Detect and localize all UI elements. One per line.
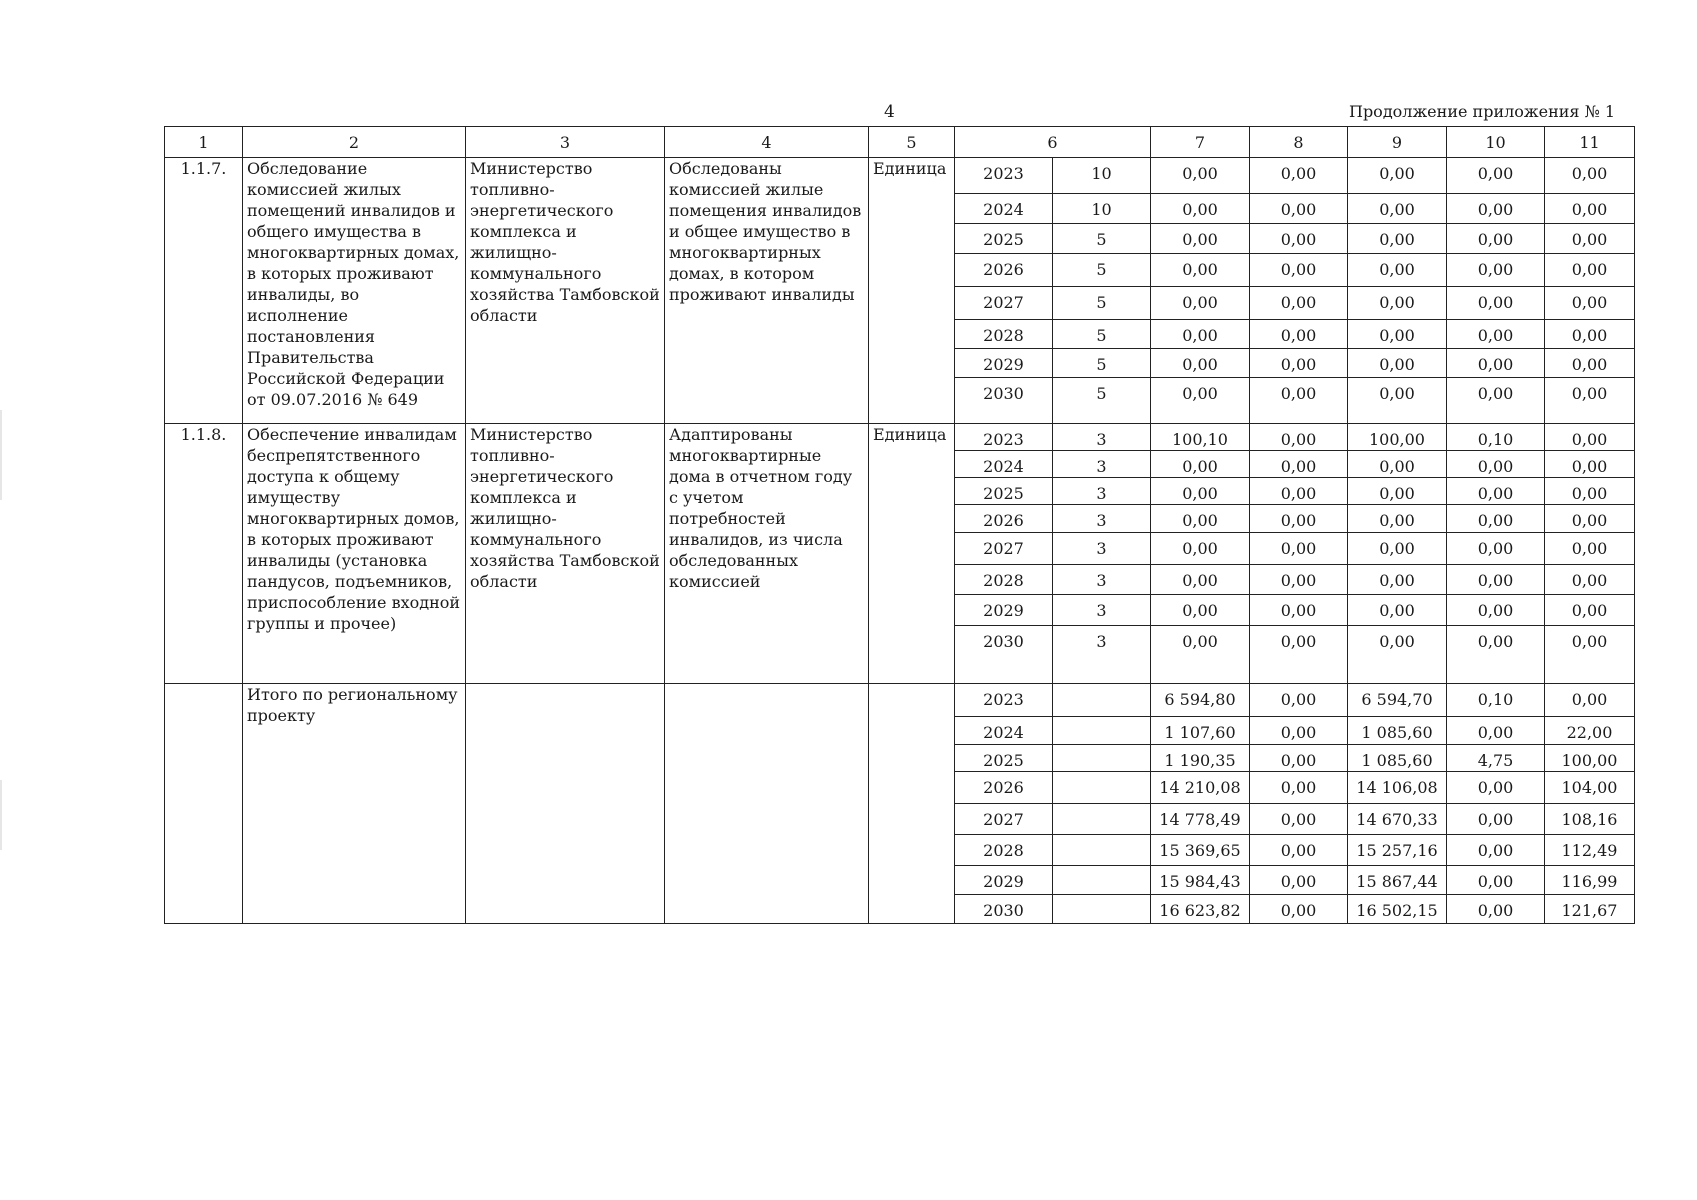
count-cell: 3 — [1053, 595, 1151, 626]
value-cell-col11: 0,00 — [1545, 478, 1635, 505]
year-cell: 2028 — [955, 835, 1053, 866]
value-cell-col8: 0,00 — [1250, 772, 1348, 804]
year-cell: 2023 — [955, 158, 1053, 194]
column-header: 6 — [955, 127, 1151, 158]
section-responsible — [466, 684, 665, 924]
value-cell-col10: 0,00 — [1447, 451, 1545, 478]
value-cell-col8: 0,00 — [1250, 533, 1348, 565]
value-cell-col7: 100,10 — [1151, 424, 1250, 451]
value-cell-col9: 6 594,70 — [1348, 684, 1447, 717]
value-cell-col8: 0,00 — [1250, 224, 1348, 254]
column-header: 7 — [1151, 127, 1250, 158]
value-cell-col10: 0,00 — [1447, 717, 1545, 745]
value-cell-col8: 0,00 — [1250, 565, 1348, 595]
value-cell-col11: 0,00 — [1545, 595, 1635, 626]
value-cell-col10: 0,00 — [1447, 349, 1545, 378]
count-cell — [1053, 745, 1151, 772]
value-cell-col9: 1 085,60 — [1348, 745, 1447, 772]
appendix-note: Продолжение приложения № 1 — [1348, 102, 1615, 121]
value-cell-col11: 0,00 — [1545, 287, 1635, 320]
value-cell-col10: 0,00 — [1447, 478, 1545, 505]
year-cell: 2030 — [955, 626, 1053, 684]
year-cell: 2029 — [955, 866, 1053, 895]
count-cell — [1053, 866, 1151, 895]
year-cell: 2030 — [955, 378, 1053, 424]
value-cell-col7: 0,00 — [1151, 505, 1250, 533]
value-cell-col11: 0,00 — [1545, 424, 1635, 451]
value-cell-col9: 0,00 — [1348, 224, 1447, 254]
count-cell: 3 — [1053, 424, 1151, 451]
section-responsible: Министерство топливно-энергетического комплекса и жилищно-коммунального хозяйства Тамбовской области — [466, 424, 665, 684]
value-cell-col8: 0,00 — [1250, 194, 1348, 224]
value-cell-col7: 0,00 — [1151, 478, 1250, 505]
count-cell: 3 — [1053, 626, 1151, 684]
year-cell: 2024 — [955, 451, 1053, 478]
count-cell — [1053, 684, 1151, 717]
value-cell-col10: 0,00 — [1447, 194, 1545, 224]
section-result — [665, 684, 869, 924]
value-cell-col7: 0,00 — [1151, 533, 1250, 565]
value-cell-col8: 0,00 — [1250, 287, 1348, 320]
value-cell-col7: 0,00 — [1151, 626, 1250, 684]
year-cell: 2025 — [955, 224, 1053, 254]
value-cell-col10: 0,00 — [1447, 595, 1545, 626]
value-cell-col9: 14 670,33 — [1348, 804, 1447, 835]
value-cell-col7: 15 369,65 — [1151, 835, 1250, 866]
year-cell: 2025 — [955, 745, 1053, 772]
section-unit: Единица — [869, 424, 955, 684]
value-cell-col7: 0,00 — [1151, 158, 1250, 194]
value-cell-col9: 0,00 — [1348, 158, 1447, 194]
value-cell-col7: 0,00 — [1151, 595, 1250, 626]
value-cell-col10: 0,00 — [1447, 533, 1545, 565]
column-header: 2 — [243, 127, 466, 158]
count-cell — [1053, 895, 1151, 924]
value-cell-col11: 0,00 — [1545, 451, 1635, 478]
section-name: Итого по региональному проекту — [243, 684, 466, 924]
value-cell-col8: 0,00 — [1250, 158, 1348, 194]
table-row — [165, 424, 1635, 451]
value-cell-col8: 0,00 — [1250, 895, 1348, 924]
count-cell: 3 — [1053, 451, 1151, 478]
count-cell: 3 — [1053, 565, 1151, 595]
value-cell-col8: 0,00 — [1250, 254, 1348, 287]
value-cell-col9: 1 085,60 — [1348, 717, 1447, 745]
year-cell: 2026 — [955, 254, 1053, 287]
value-cell-col8: 0,00 — [1250, 349, 1348, 378]
value-cell-col9: 0,00 — [1348, 287, 1447, 320]
count-cell: 5 — [1053, 287, 1151, 320]
value-cell-col11: 0,00 — [1545, 684, 1635, 717]
value-cell-col10: 0,00 — [1447, 835, 1545, 866]
value-cell-col8: 0,00 — [1250, 866, 1348, 895]
value-cell-col8: 0,00 — [1250, 626, 1348, 684]
value-cell-col8: 0,00 — [1250, 505, 1348, 533]
value-cell-col9: 0,00 — [1348, 194, 1447, 224]
value-cell-col8: 0,00 — [1250, 745, 1348, 772]
year-cell: 2025 — [955, 478, 1053, 505]
value-cell-col7: 0,00 — [1151, 565, 1250, 595]
value-cell-col10: 0,00 — [1447, 378, 1545, 424]
section-responsible: Министерство топливно-энергетического комплекса и жилищно-коммунального хозяйства Тамбовской области — [466, 158, 665, 424]
year-cell: 2027 — [955, 287, 1053, 320]
count-cell: 3 — [1053, 478, 1151, 505]
value-cell-col11: 121,67 — [1545, 895, 1635, 924]
column-header: 4 — [665, 127, 869, 158]
year-cell: 2023 — [955, 684, 1053, 717]
count-cell — [1053, 772, 1151, 804]
value-cell-col8: 0,00 — [1250, 320, 1348, 349]
value-cell-col10: 4,75 — [1447, 745, 1545, 772]
appendix-table — [164, 126, 1635, 924]
section-unit: Единица — [869, 158, 955, 424]
year-cell: 2024 — [955, 194, 1053, 224]
value-cell-col9: 16 502,15 — [1348, 895, 1447, 924]
section-result: Обследованы комиссией жилые помещения инвалидов и общее имущество в многоквартирных домах, в котором проживают инвалиды — [665, 158, 869, 424]
column-header: 3 — [466, 127, 665, 158]
value-cell-col11: 108,16 — [1545, 804, 1635, 835]
column-header: 10 — [1447, 127, 1545, 158]
value-cell-col7: 16 623,82 — [1151, 895, 1250, 924]
value-cell-col8: 0,00 — [1250, 684, 1348, 717]
column-header: 8 — [1250, 127, 1348, 158]
section-unit — [869, 684, 955, 924]
table-row — [165, 158, 1635, 194]
year-cell: 2024 — [955, 717, 1053, 745]
column-number-row — [165, 127, 1635, 158]
year-cell: 2028 — [955, 320, 1053, 349]
year-cell: 2030 — [955, 895, 1053, 924]
value-cell-col10: 0,00 — [1447, 287, 1545, 320]
year-cell: 2029 — [955, 349, 1053, 378]
value-cell-col11: 104,00 — [1545, 772, 1635, 804]
section-code: 1.1.8. — [165, 424, 243, 684]
year-cell: 2026 — [955, 772, 1053, 804]
value-cell-col9: 0,00 — [1348, 451, 1447, 478]
column-header: 9 — [1348, 127, 1447, 158]
value-cell-col7: 0,00 — [1151, 287, 1250, 320]
value-cell-col9: 0,00 — [1348, 565, 1447, 595]
value-cell-col8: 0,00 — [1250, 378, 1348, 424]
value-cell-col8: 0,00 — [1250, 595, 1348, 626]
table-row — [165, 684, 1635, 717]
value-cell-col9: 0,00 — [1348, 626, 1447, 684]
value-cell-col11: 0,00 — [1545, 194, 1635, 224]
page-number: 4 — [884, 102, 895, 122]
value-cell-col11: 0,00 — [1545, 505, 1635, 533]
value-cell-col11: 116,99 — [1545, 866, 1635, 895]
value-cell-col11: 0,00 — [1545, 254, 1635, 287]
count-cell: 3 — [1053, 533, 1151, 565]
value-cell-col7: 15 984,43 — [1151, 866, 1250, 895]
value-cell-col11: 0,00 — [1545, 158, 1635, 194]
value-cell-col7: 1 107,60 — [1151, 717, 1250, 745]
value-cell-col7: 0,00 — [1151, 224, 1250, 254]
value-cell-col7: 0,00 — [1151, 451, 1250, 478]
value-cell-col9: 15 257,16 — [1348, 835, 1447, 866]
value-cell-col8: 0,00 — [1250, 424, 1348, 451]
value-cell-col10: 0,00 — [1447, 320, 1545, 349]
value-cell-col10: 0,00 — [1447, 804, 1545, 835]
value-cell-col7: 14 210,08 — [1151, 772, 1250, 804]
value-cell-col10: 0,00 — [1447, 505, 1545, 533]
value-cell-col9: 14 106,08 — [1348, 772, 1447, 804]
column-header: 1 — [165, 127, 243, 158]
value-cell-col7: 0,00 — [1151, 349, 1250, 378]
value-cell-col7: 0,00 — [1151, 254, 1250, 287]
column-header: 5 — [869, 127, 955, 158]
scan-edge-mark — [0, 410, 2, 500]
value-cell-col11: 22,00 — [1545, 717, 1635, 745]
count-cell: 5 — [1053, 349, 1151, 378]
section-code — [165, 684, 243, 924]
value-cell-col10: 0,10 — [1447, 424, 1545, 451]
value-cell-col8: 0,00 — [1250, 451, 1348, 478]
value-cell-col9: 0,00 — [1348, 595, 1447, 626]
count-cell: 5 — [1053, 320, 1151, 349]
value-cell-col7: 0,00 — [1151, 194, 1250, 224]
section-name: Обеспечение инвалидам беспрепятственного доступа к общему имуществу многоквартирных домов, в которых проживают инвалиды (установка пандусов, подъемников, приспособление входной группы и прочее) — [243, 424, 466, 684]
count-cell: 10 — [1053, 158, 1151, 194]
year-cell: 2028 — [955, 565, 1053, 595]
year-cell: 2023 — [955, 424, 1053, 451]
value-cell-col9: 0,00 — [1348, 478, 1447, 505]
value-cell-col9: 0,00 — [1348, 349, 1447, 378]
value-cell-col7: 1 190,35 — [1151, 745, 1250, 772]
section-code: 1.1.7. — [165, 158, 243, 424]
value-cell-col10: 0,00 — [1447, 254, 1545, 287]
year-cell: 2026 — [955, 505, 1053, 533]
value-cell-col10: 0,00 — [1447, 565, 1545, 595]
value-cell-col10: 0,10 — [1447, 684, 1545, 717]
value-cell-col10: 0,00 — [1447, 772, 1545, 804]
column-header: 11 — [1545, 127, 1635, 158]
value-cell-col10: 0,00 — [1447, 224, 1545, 254]
year-cell: 2029 — [955, 595, 1053, 626]
value-cell-col9: 0,00 — [1348, 254, 1447, 287]
value-cell-col11: 0,00 — [1545, 320, 1635, 349]
value-cell-col8: 0,00 — [1250, 804, 1348, 835]
section-result: Адаптированы многоквартирные дома в отчетном году с учетом потребностей инвалидов, из числа обследованных комиссией — [665, 424, 869, 684]
value-cell-col11: 0,00 — [1545, 378, 1635, 424]
scan-edge-mark — [0, 780, 2, 850]
year-cell: 2027 — [955, 804, 1053, 835]
value-cell-col11: 112,49 — [1545, 835, 1635, 866]
value-cell-col9: 0,00 — [1348, 320, 1447, 349]
count-cell — [1053, 804, 1151, 835]
count-cell: 5 — [1053, 378, 1151, 424]
value-cell-col10: 0,00 — [1447, 866, 1545, 895]
value-cell-col11: 0,00 — [1545, 565, 1635, 595]
value-cell-col9: 0,00 — [1348, 378, 1447, 424]
value-cell-col11: 0,00 — [1545, 626, 1635, 684]
value-cell-col10: 0,00 — [1447, 626, 1545, 684]
count-cell: 5 — [1053, 254, 1151, 287]
value-cell-col11: 0,00 — [1545, 224, 1635, 254]
value-cell-col11: 0,00 — [1545, 349, 1635, 378]
value-cell-col10: 0,00 — [1447, 895, 1545, 924]
value-cell-col8: 0,00 — [1250, 717, 1348, 745]
year-cell: 2027 — [955, 533, 1053, 565]
section-name: Обследование комиссией жилых помещений инвалидов и общего имущества в многоквартирных домах, в которых проживают инвалиды, во исполнение постановления Правительства Российской Федерации от 09.07.2016 № 649 — [243, 158, 466, 424]
value-cell-col7: 0,00 — [1151, 320, 1250, 349]
value-cell-col8: 0,00 — [1250, 835, 1348, 866]
value-cell-col7: 6 594,80 — [1151, 684, 1250, 717]
value-cell-col11: 100,00 — [1545, 745, 1635, 772]
value-cell-col11: 0,00 — [1545, 533, 1635, 565]
value-cell-col8: 0,00 — [1250, 478, 1348, 505]
count-cell — [1053, 835, 1151, 866]
count-cell: 3 — [1053, 505, 1151, 533]
value-cell-col9: 100,00 — [1348, 424, 1447, 451]
value-cell-col10: 0,00 — [1447, 158, 1545, 194]
count-cell — [1053, 717, 1151, 745]
count-cell: 10 — [1053, 194, 1151, 224]
value-cell-col7: 0,00 — [1151, 378, 1250, 424]
value-cell-col9: 0,00 — [1348, 505, 1447, 533]
value-cell-col9: 0,00 — [1348, 533, 1447, 565]
value-cell-col9: 15 867,44 — [1348, 866, 1447, 895]
count-cell: 5 — [1053, 224, 1151, 254]
value-cell-col7: 14 778,49 — [1151, 804, 1250, 835]
